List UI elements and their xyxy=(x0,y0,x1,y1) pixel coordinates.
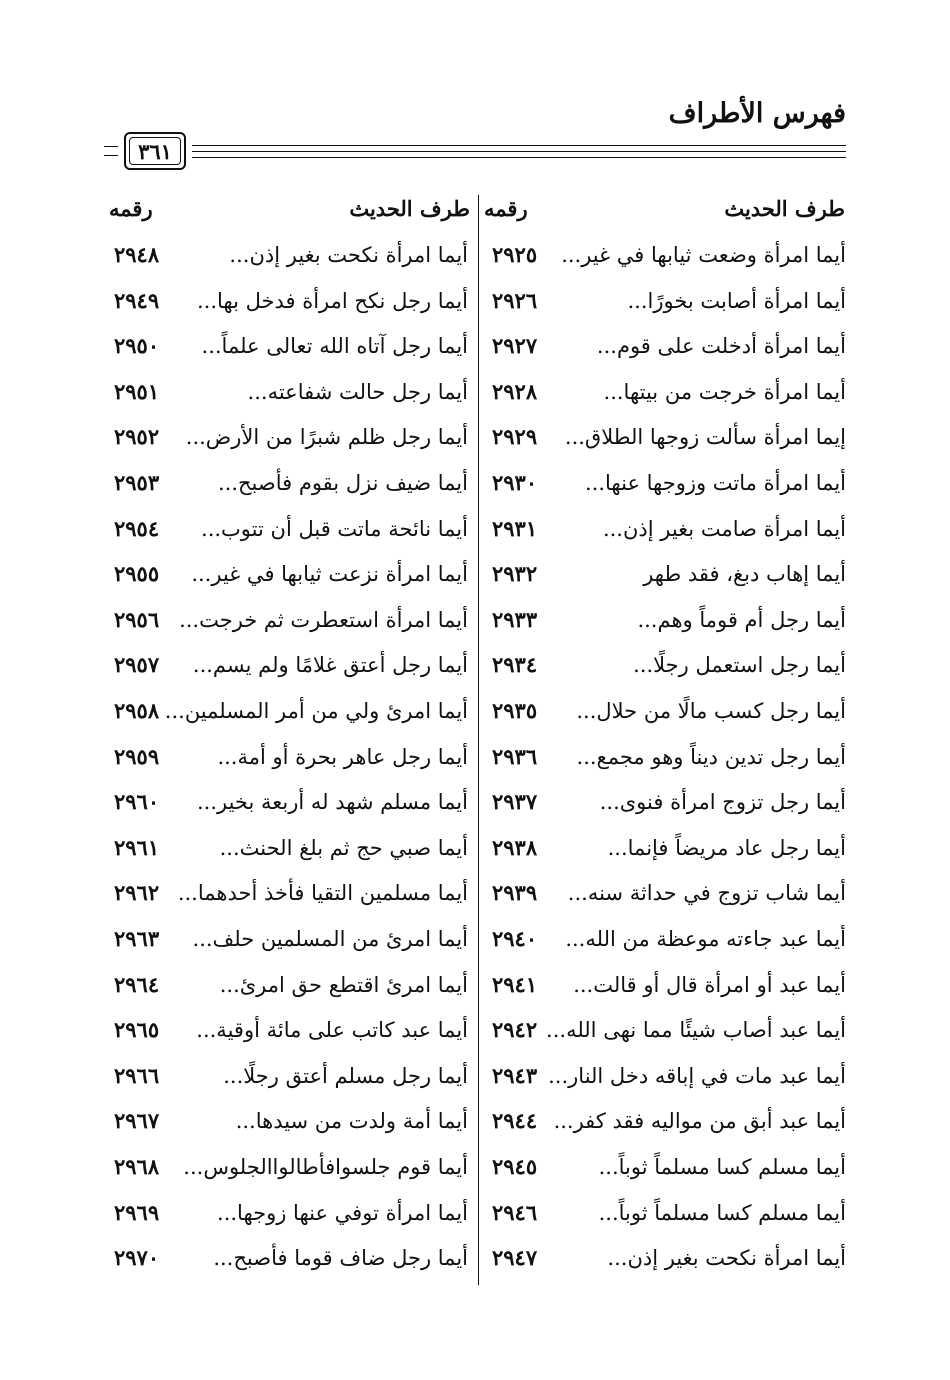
hadith-text: أيما رجل أعتق غلامًا ولم يسم... xyxy=(192,653,468,678)
index-row xyxy=(0,1144,950,1190)
index-row xyxy=(0,734,950,780)
hadith-number: ٢٩٤١ xyxy=(492,971,538,997)
hadith-number: ٢٩٤٠ xyxy=(492,926,538,951)
hadith-text: أيما رجل نكح امرأة فدخل بها... xyxy=(196,288,468,313)
header-rule xyxy=(192,145,846,146)
hadith-text: أيما عبد أصاب شيئًا مما نهى الله... xyxy=(546,1018,846,1043)
hadith-number: ٢٩٦٥ xyxy=(114,1017,160,1043)
hadith-text: أيما عبد مات في إباقه دخل النار... xyxy=(548,1063,846,1088)
hadith-text: أيما امرأة ماتت وزوجها عنها... xyxy=(585,471,846,495)
hadith-number: ٢٩٦٧ xyxy=(114,1108,160,1134)
hadith-number: ٢٩٣٩ xyxy=(492,880,538,906)
hadith-number: ٢٩٥٠ xyxy=(114,333,160,359)
hadith-text: أيما رجل ظلم شبرًا من الأرض... xyxy=(185,425,468,450)
hadith-text: أيما شاب تزوج في حداثة سنه... xyxy=(567,881,846,906)
hadith-number: ٢٩٣٢ xyxy=(492,561,538,587)
hadith-number: ٢٩٥٤ xyxy=(114,515,160,541)
hadith-number: ٢٩٦٢ xyxy=(114,880,160,906)
hadith-text: أيما امرأة نكحت بغير إذن... xyxy=(607,1246,846,1271)
hadith-text: أيما امرأة نزعت ثيابها في غير... xyxy=(191,562,468,587)
hadith-number: ٢٩٥٢ xyxy=(114,424,160,450)
hadith-text: أيما امرأة توفي عنها زوجها... xyxy=(217,1200,468,1225)
hadith-number: ٢٩٥١ xyxy=(114,378,160,404)
hadith-text: أيما امرأة استعطرت ثم خرجت... xyxy=(179,607,468,632)
hadith-number: ٢٩٣٨ xyxy=(492,834,538,860)
index-row xyxy=(0,1235,950,1281)
index-row xyxy=(0,870,950,916)
hadith-number: ٢٩٣٦ xyxy=(492,743,538,769)
hadith-number: ٢٩٤٤ xyxy=(492,1108,538,1134)
index-row xyxy=(0,323,950,369)
hadith-number: ٢٩٥٣ xyxy=(114,470,160,495)
hadith-text: أيما امرأة أصابت بخورًا... xyxy=(627,288,846,313)
hadith-text: أيما رجل تزوج امرأة فنوى... xyxy=(599,790,846,815)
hadith-number: ٢٩٤٩ xyxy=(114,287,160,313)
hadith-text: أيما مسلمين التقيا فأخذ أحدهما... xyxy=(177,881,468,906)
hadith-text: أيما امرأة أدخلت على قوم... xyxy=(596,334,846,359)
hadith-number: ٢٩٤٣ xyxy=(492,1062,538,1088)
hadith-text: أيما إهاب دبغ، فقد طهر xyxy=(643,562,846,587)
hadith-number: ٢٩٢٧ xyxy=(492,333,538,359)
hadith-number: ٢٩٦٣ xyxy=(114,926,160,951)
hadith-text: أيما رجل آتاه الله تعالى علماً... xyxy=(201,334,468,359)
hadith-number: ٢٩٢٨ xyxy=(492,378,538,404)
hadith-number: ٢٩٥٨ xyxy=(114,698,160,723)
hadith-number: ٢٩٥٥ xyxy=(114,561,160,587)
header-rule xyxy=(192,157,846,158)
hadith-number: ٢٩٦٦ xyxy=(114,1062,160,1088)
hadith-text: أيما امرئ من المسلمين حلف... xyxy=(192,927,468,951)
hadith-text: أيما رجل تدين ديناً وهو مجمع... xyxy=(576,744,846,769)
hadith-text: أيما ضيف نزل بقوم فأصبح... xyxy=(217,471,468,495)
hadith-number: ٢٩٦٨ xyxy=(114,1154,160,1179)
hadith-number: ٢٩٤٦ xyxy=(492,1199,538,1225)
hadith-text: أيما مسلم شهد له أربعة بخير... xyxy=(196,790,468,815)
hadith-number: ٢٩٦٩ xyxy=(114,1199,160,1225)
hadith-text: أيما رجل أم قوماً وهم... xyxy=(637,607,846,632)
hadith-number: ٢٩٦٠ xyxy=(114,789,160,815)
index-row xyxy=(0,1053,950,1099)
hadith-text: أيما امرأة خرجت من بيتها... xyxy=(603,379,846,404)
left-column-text-heading: طرف الحديث xyxy=(349,196,470,221)
hadith-text: أيما امرأة صامت بغير إذن... xyxy=(602,516,846,541)
hadith-number: ٢٩٦١ xyxy=(114,834,160,860)
hadith-number: ٢٩٥٦ xyxy=(114,606,160,632)
header-rule xyxy=(192,151,846,152)
hadith-number: ٢٩٣٠ xyxy=(492,470,538,495)
index-row xyxy=(0,369,950,415)
index-row xyxy=(0,460,950,506)
index-row xyxy=(0,962,950,1008)
hadith-text: أيما قوم جلسوافأطالواالجلوس... xyxy=(183,1155,468,1179)
hadith-text: إيما امرأة سألت زوجها الطلاق... xyxy=(564,425,846,450)
index-row xyxy=(0,278,950,324)
hadith-text: أيما رجل عاهر بحرة أو أمة... xyxy=(217,744,468,769)
hadith-text: أيما مسلم كسا مسلماً ثوباً... xyxy=(598,1155,846,1179)
hadith-text: أيما عبد أبق من مواليه فقد كفر... xyxy=(553,1109,846,1134)
hadith-text: أيما رجل حالت شفاعته... xyxy=(247,379,468,404)
hadith-text: أيما امرأة وضعت ثيابها في غير... xyxy=(561,243,846,267)
index-row xyxy=(0,688,950,734)
index-row xyxy=(0,825,950,871)
hadith-number: ٢٩٣١ xyxy=(492,515,538,541)
index-row xyxy=(0,642,950,688)
hadith-number: ٢٩٣٥ xyxy=(492,698,538,723)
index-row xyxy=(0,1098,950,1144)
hadith-text: أيما عبد أو امرأة قال أو قالت... xyxy=(573,972,846,997)
hadith-text: أيما مسلم كسا مسلماً ثوباً... xyxy=(598,1200,846,1225)
index-row xyxy=(0,916,950,962)
page-header-title: فهرس الأطراف xyxy=(668,98,846,129)
hadith-text: أيما عبد كاتب على مائة أوقية... xyxy=(196,1018,468,1043)
right-column-text-heading: طرف الحديث xyxy=(724,196,845,221)
hadith-number: ٢٩٣٣ xyxy=(492,606,538,632)
hadith-text: أيما امرأة نكحت بغير إذن... xyxy=(229,243,468,267)
hadith-text: أيما رجل كسب مالًا من حلال... xyxy=(576,699,846,723)
hadith-text: أيما صبي حج ثم بلغ الحنث... xyxy=(219,835,468,860)
right-column-number-heading: رقمه xyxy=(484,196,528,221)
hadith-number: ٢٩٥٧ xyxy=(114,652,160,678)
hadith-number: ٢٩٢٩ xyxy=(492,424,538,450)
hadith-text: أيما امرئ اقتطع حق امرئ... xyxy=(219,972,468,997)
hadith-text: أيما نائحة ماتت قبل أن تتوب... xyxy=(201,516,468,541)
index-row xyxy=(0,597,950,643)
index-row xyxy=(0,506,950,552)
hadith-text: أيما امرئ ولي من أمر المسلمين... xyxy=(164,699,468,723)
hadith-number: ٢٩٣٤ xyxy=(492,652,538,678)
index-row xyxy=(0,551,950,597)
hadith-number: ٢٩٥٩ xyxy=(114,743,160,769)
hadith-number: ٢٩٢٥ xyxy=(492,242,538,267)
hadith-text: أيما رجل عاد مريضاً فإنما... xyxy=(607,835,846,860)
hadith-number: ٢٩٤٢ xyxy=(492,1017,538,1043)
index-row xyxy=(0,1007,950,1053)
hadith-number: ٢٩٣٧ xyxy=(492,789,538,815)
hadith-number: ٢٩٦٤ xyxy=(114,971,160,997)
index-row xyxy=(0,414,950,460)
index-row xyxy=(0,1190,950,1236)
hadith-text: أيما رجل مسلم أعتق رجلًا... xyxy=(223,1063,468,1088)
hadith-text: أيما رجل استعمل رجلًا... xyxy=(633,653,846,678)
hadith-text: أيما رجل ضاف قوما فأصبح... xyxy=(213,1246,468,1271)
hadith-number: ٢٩٤٧ xyxy=(492,1245,538,1271)
hadith-number: ٢٩٢٦ xyxy=(492,287,538,313)
hadith-text: أيما عبد جاءته موعظة من الله... xyxy=(565,927,846,951)
hadith-number: ٢٩٧٠ xyxy=(114,1245,160,1271)
hadith-number: ٢٩٤٨ xyxy=(114,242,160,267)
hadith-text: أيما أمة ولدت من سيدها... xyxy=(235,1109,468,1134)
left-column-number-heading: رقمه xyxy=(109,196,153,221)
page-number-frame xyxy=(124,132,186,170)
hadith-number: ٢٩٤٥ xyxy=(492,1154,538,1179)
page-number: ٣٦١ xyxy=(129,137,181,165)
index-row xyxy=(0,232,950,278)
header-rule-end xyxy=(104,146,118,156)
index-row xyxy=(0,779,950,825)
